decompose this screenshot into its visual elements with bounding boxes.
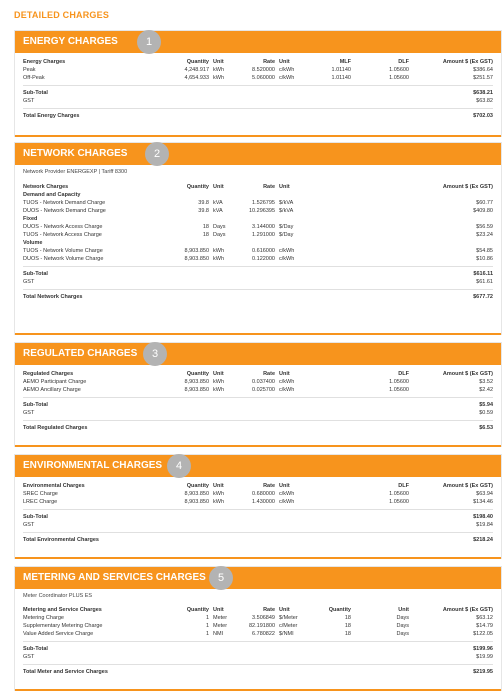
section-title: ENERGY CHARGES	[23, 36, 118, 47]
table-row	[15, 74, 501, 82]
row-amount: $63.94	[476, 491, 493, 497]
row-rate-unit: c/Meter	[279, 623, 298, 629]
row-dlf: 1.05600	[389, 387, 409, 393]
row-period-quantity: 18	[344, 631, 351, 637]
row-rate-unit: $/kVA	[279, 200, 294, 206]
row-unit: kWh	[213, 67, 224, 73]
row-desc: TUOS - Network Demand Charge	[23, 200, 106, 206]
divider	[23, 532, 493, 533]
header-desc: Regulated Charges	[23, 371, 74, 377]
row-rate-unit: c/kWh	[279, 256, 295, 262]
header-unit: Unit	[213, 607, 224, 613]
row-amount: $409.80	[473, 208, 493, 214]
row-unit: kWh	[213, 75, 224, 81]
row-amount: $56.59	[476, 224, 493, 230]
table-row	[15, 247, 501, 255]
header-quantity: Quantity	[186, 184, 209, 190]
row-quantity: 8,903.850	[184, 248, 209, 254]
row-rate: 0.122000	[252, 256, 275, 262]
subtotal-label: Sub-Total	[23, 402, 48, 408]
group-name: Volume	[23, 240, 43, 246]
total-value: $702.03	[473, 113, 493, 119]
row-unit: Days	[213, 232, 226, 238]
group-name: Fixed	[23, 216, 38, 222]
row-amount: $251.57	[473, 75, 493, 81]
header-rate-unit: Unit	[279, 184, 290, 190]
row-unit: kVA	[213, 208, 223, 214]
row-amount: $2.42	[479, 387, 493, 393]
row-amount: $3.52	[479, 379, 493, 385]
header-quantity: Quantity	[186, 371, 209, 377]
row-amount: $386.64	[473, 67, 493, 73]
row-unit: kWh	[213, 491, 224, 497]
row-quantity: 1	[205, 623, 209, 629]
row-rate: 3.144000	[252, 224, 275, 230]
row-rate-unit: $/NMI	[279, 631, 294, 637]
header-desc: Metering and Service Charges	[23, 607, 102, 613]
row-period-unit: Days	[396, 623, 409, 629]
header-amount: Amount $ (Ex GST)	[442, 607, 493, 613]
header-amount: Amount $ (Ex GST)	[442, 59, 493, 65]
row-desc: DUOS - Network Demand Charge	[23, 208, 106, 214]
row-quantity: 1	[205, 615, 209, 621]
network-charges-section	[14, 142, 502, 335]
section-bottom-rule	[15, 445, 501, 447]
section-header	[15, 567, 501, 589]
section-title: METERING AND SERVICES CHARGES	[23, 572, 206, 583]
row-unit: kVA	[213, 200, 223, 206]
total-value: $219.95	[473, 669, 493, 675]
group-label	[15, 191, 501, 199]
row-quantity: 18	[202, 224, 209, 230]
row-quantity: 8,903.850	[184, 491, 209, 497]
row-rate: 0.616000	[252, 248, 275, 254]
gst-row	[15, 653, 501, 661]
row-quantity: 8,903.850	[184, 256, 209, 262]
row-rate: 0.025700	[252, 387, 275, 393]
row-unit: kWh	[213, 256, 224, 262]
table-row	[15, 630, 501, 638]
row-rate-unit: c/kWh	[279, 387, 295, 393]
divider	[23, 397, 493, 398]
header-rate-unit: Unit	[279, 483, 290, 489]
total-label: Total Meter and Service Charges	[23, 669, 108, 675]
row-rate-unit: $/kVA	[279, 208, 294, 214]
gst-row	[15, 278, 501, 286]
page-title: DETAILED CHARGES	[14, 10, 110, 20]
total-value: $218.24	[473, 537, 493, 543]
row-period-unit: Days	[396, 615, 409, 621]
header-unit: Unit	[213, 483, 224, 489]
row-rate-unit: c/kWh	[279, 491, 295, 497]
section-header	[15, 343, 501, 365]
header-quantity: Quantity	[186, 59, 209, 65]
row-rate-unit: c/kWh	[279, 379, 295, 385]
group-name: Demand and Capacity	[23, 192, 81, 198]
gst-label: GST	[23, 410, 35, 416]
row-rate: 8.520000	[252, 67, 275, 73]
section-bottom-rule	[15, 135, 501, 137]
row-rate: 10.296395	[249, 208, 275, 214]
table-header	[15, 482, 501, 490]
table-row	[15, 378, 501, 386]
row-desc: DUOS - Network Access Charge	[23, 224, 103, 230]
total-label: Total Environmental Charges	[23, 537, 99, 543]
row-rate: 82.191800	[249, 623, 275, 629]
header-rate: Rate	[263, 59, 275, 65]
section-number-badge: 2	[145, 142, 169, 166]
row-rate: 1.291000	[252, 232, 275, 238]
header-rate-unit: Unit	[279, 59, 290, 65]
row-desc: AEMO Participant Charge	[23, 379, 87, 385]
subtotal-row	[15, 401, 501, 409]
divider	[23, 289, 493, 290]
section-number-badge: 4	[167, 454, 191, 478]
charges-table	[15, 53, 501, 120]
row-dlf: 1.05600	[389, 67, 409, 73]
subtotal-value: $199.96	[473, 646, 493, 652]
divider	[23, 664, 493, 665]
table-row	[15, 66, 501, 74]
metering-services-charges-section	[14, 566, 502, 691]
charges-table	[15, 477, 501, 544]
table-row	[15, 207, 501, 215]
row-unit: kWh	[213, 379, 224, 385]
charges-table	[15, 365, 501, 432]
total-row	[15, 536, 501, 544]
meter-coordinator-info: Meter Coordinator PLUS ES	[23, 593, 93, 599]
header-rate: Rate	[263, 483, 275, 489]
row-period-unit: Days	[396, 631, 409, 637]
total-value: $677.72	[473, 294, 493, 300]
row-unit: Days	[213, 224, 226, 230]
gst-value: $0.59	[479, 410, 493, 416]
total-value: $6.53	[479, 425, 493, 431]
gst-row	[15, 409, 501, 417]
gst-label: GST	[23, 654, 35, 660]
section-number-badge: 1	[137, 30, 161, 54]
table-row	[15, 386, 501, 394]
total-label: Total Network Charges	[23, 294, 83, 300]
row-desc: DUOS - Network Volume Charge	[23, 256, 104, 262]
total-label: Total Energy Charges	[23, 113, 80, 119]
row-mlf: 1.01140	[331, 67, 351, 73]
charges-table	[15, 178, 501, 301]
header-rate: Rate	[263, 184, 275, 190]
row-quantity: 39.8	[198, 208, 209, 214]
table-header	[15, 58, 501, 66]
subtotal-label: Sub-Total	[23, 271, 48, 277]
row-unit: kWh	[213, 387, 224, 393]
total-row	[15, 293, 501, 301]
group-label	[15, 215, 501, 223]
total-row	[15, 424, 501, 432]
header-rate-unit: Unit	[279, 371, 290, 377]
subtotal-row	[15, 89, 501, 97]
row-unit: Meter	[213, 623, 228, 629]
row-mlf: 1.01140	[331, 75, 351, 81]
row-desc: Supplementary Metering Charge	[23, 623, 103, 629]
header-dlf: DLF	[398, 59, 409, 65]
environmental-charges-section	[14, 454, 502, 559]
network-provider-info: Network Provider ENERGEXP | Tariff 8300	[23, 169, 128, 175]
header-desc: Network Charges	[23, 184, 69, 190]
table-row	[15, 255, 501, 263]
header-unit: Unit	[213, 59, 224, 65]
row-rate: 1.526795	[252, 200, 275, 206]
gst-value: $19.99	[476, 654, 493, 660]
header-rate: Rate	[263, 607, 275, 613]
row-period-quantity: 18	[344, 615, 351, 621]
gst-value: $63.82	[476, 98, 493, 104]
row-rate: 3.506849	[252, 615, 275, 621]
row-desc: SREC Charge	[23, 491, 58, 497]
divider	[23, 108, 493, 109]
section-header	[15, 143, 501, 165]
header-rate-unit: Unit	[279, 607, 290, 613]
header-amount: Amount $ (Ex GST)	[442, 184, 493, 190]
row-rate-unit: $/Day	[279, 232, 294, 238]
header-mlf: MLF	[339, 59, 351, 65]
row-desc: Peak	[23, 67, 36, 73]
header-amount: Amount $ (Ex GST)	[442, 371, 493, 377]
header-amount: Amount $ (Ex GST)	[442, 483, 493, 489]
section-bottom-rule	[15, 557, 501, 559]
subtotal-label: Sub-Total	[23, 90, 48, 96]
charges-table	[15, 602, 501, 676]
table-row	[15, 498, 501, 506]
energy-charges-section	[14, 30, 502, 137]
table-row	[15, 231, 501, 239]
subtotal-row	[15, 645, 501, 653]
row-quantity: 8,903.850	[184, 379, 209, 385]
section-number-badge: 3	[143, 342, 167, 366]
row-dlf: 1.05600	[389, 75, 409, 81]
subtotal-value: $616.11	[473, 271, 493, 277]
row-quantity: 8,903.850	[184, 387, 209, 393]
subtotal-value: $198.40	[473, 514, 493, 520]
row-unit: kWh	[213, 248, 224, 254]
divider	[23, 509, 493, 510]
row-unit: NMI	[213, 631, 224, 637]
row-quantity: 39.8	[198, 200, 209, 206]
row-amount: $54.85	[476, 248, 493, 254]
row-desc: TUOS - Network Access Charge	[23, 232, 102, 238]
gst-value: $61.61	[476, 279, 493, 285]
row-amount: $10.86	[476, 256, 493, 262]
row-amount: $122.05	[473, 631, 493, 637]
row-rate-unit: $/Meter	[279, 615, 298, 621]
table-header	[15, 606, 501, 614]
section-header	[15, 455, 501, 477]
section-title: REGULATED CHARGES	[23, 348, 138, 359]
row-rate: 0.680000	[252, 491, 275, 497]
subtotal-label: Sub-Total	[23, 646, 48, 652]
row-amount: $14.79	[476, 623, 493, 629]
row-rate-unit: c/kWh	[279, 67, 295, 73]
header-dlf: DLF	[398, 483, 409, 489]
header-desc: Environmental Charges	[23, 483, 85, 489]
gst-label: GST	[23, 279, 35, 285]
divider	[23, 641, 493, 642]
row-quantity: 18	[202, 232, 209, 238]
section-header	[15, 31, 501, 53]
row-desc: LREC Charge	[23, 499, 58, 505]
row-rate-unit: $/Day	[279, 224, 294, 230]
row-amount: $63.12	[476, 615, 493, 621]
header-period-unit: Unit	[398, 607, 409, 613]
section-title: ENVIRONMENTAL CHARGES	[23, 460, 163, 471]
section-title: NETWORK CHARGES	[23, 148, 128, 159]
header-quantity: Quantity	[186, 607, 209, 613]
header-desc: Energy Charges	[23, 59, 66, 65]
row-unit: Meter	[213, 615, 228, 621]
divider	[23, 85, 493, 86]
gst-label: GST	[23, 98, 35, 104]
subtotal-row	[15, 270, 501, 278]
row-desc: Off-Peak	[23, 75, 45, 81]
gst-value: $19.84	[476, 522, 493, 528]
header-quantity: Quantity	[186, 483, 209, 489]
row-rate: 0.037400	[252, 379, 275, 385]
header-period-quantity: Quantity	[328, 607, 351, 613]
row-desc: Metering Charge	[23, 615, 64, 621]
row-dlf: 1.05600	[389, 499, 409, 505]
divider	[23, 266, 493, 267]
header-unit: Unit	[213, 184, 224, 190]
row-quantity: 4,248.917	[184, 67, 209, 73]
row-amount: $134.46	[473, 499, 493, 505]
subtotal-value: $638.21	[473, 90, 493, 96]
row-rate-unit: c/kWh	[279, 75, 295, 81]
regulated-charges-section	[14, 342, 502, 447]
row-rate-unit: c/kWh	[279, 248, 295, 254]
header-dlf: DLF	[398, 371, 409, 377]
table-header	[15, 370, 501, 378]
row-rate: 1.430000	[252, 499, 275, 505]
header-unit: Unit	[213, 371, 224, 377]
row-amount: $60.77	[476, 200, 493, 206]
table-row	[15, 622, 501, 630]
table-row	[15, 614, 501, 622]
row-quantity: 1	[205, 631, 209, 637]
row-quantity: 8,903.850	[184, 499, 209, 505]
table-row	[15, 223, 501, 231]
total-row	[15, 112, 501, 120]
section-bottom-rule	[15, 689, 501, 691]
row-dlf: 1.05600	[389, 491, 409, 497]
row-rate: 6.780822	[252, 631, 275, 637]
row-unit: kWh	[213, 499, 224, 505]
section-number-badge: 5	[209, 566, 233, 590]
subtotal-label: Sub-Total	[23, 514, 48, 520]
group-label	[15, 239, 501, 247]
gst-row	[15, 97, 501, 105]
divider	[23, 420, 493, 421]
total-label: Total Regulated Charges	[23, 425, 88, 431]
row-amount: $23.24	[476, 232, 493, 238]
total-row	[15, 668, 501, 676]
subtotal-row	[15, 513, 501, 521]
row-quantity: 4,654.933	[184, 75, 209, 81]
row-rate-unit: c/kWh	[279, 499, 295, 505]
row-period-quantity: 18	[344, 623, 351, 629]
gst-row	[15, 521, 501, 529]
gst-label: GST	[23, 522, 35, 528]
header-rate: Rate	[263, 371, 275, 377]
row-dlf: 1.05600	[389, 379, 409, 385]
row-rate: 5.060000	[252, 75, 275, 81]
section-bottom-rule	[15, 333, 501, 335]
table-header	[15, 183, 501, 191]
table-row	[15, 199, 501, 207]
row-desc: AEMO Ancillary Charge	[23, 387, 81, 393]
row-desc: Value Added Service Charge	[23, 631, 94, 637]
row-desc: TUOS - Network Volume Charge	[23, 248, 103, 254]
table-row	[15, 490, 501, 498]
subtotal-value: $5.94	[479, 402, 493, 408]
